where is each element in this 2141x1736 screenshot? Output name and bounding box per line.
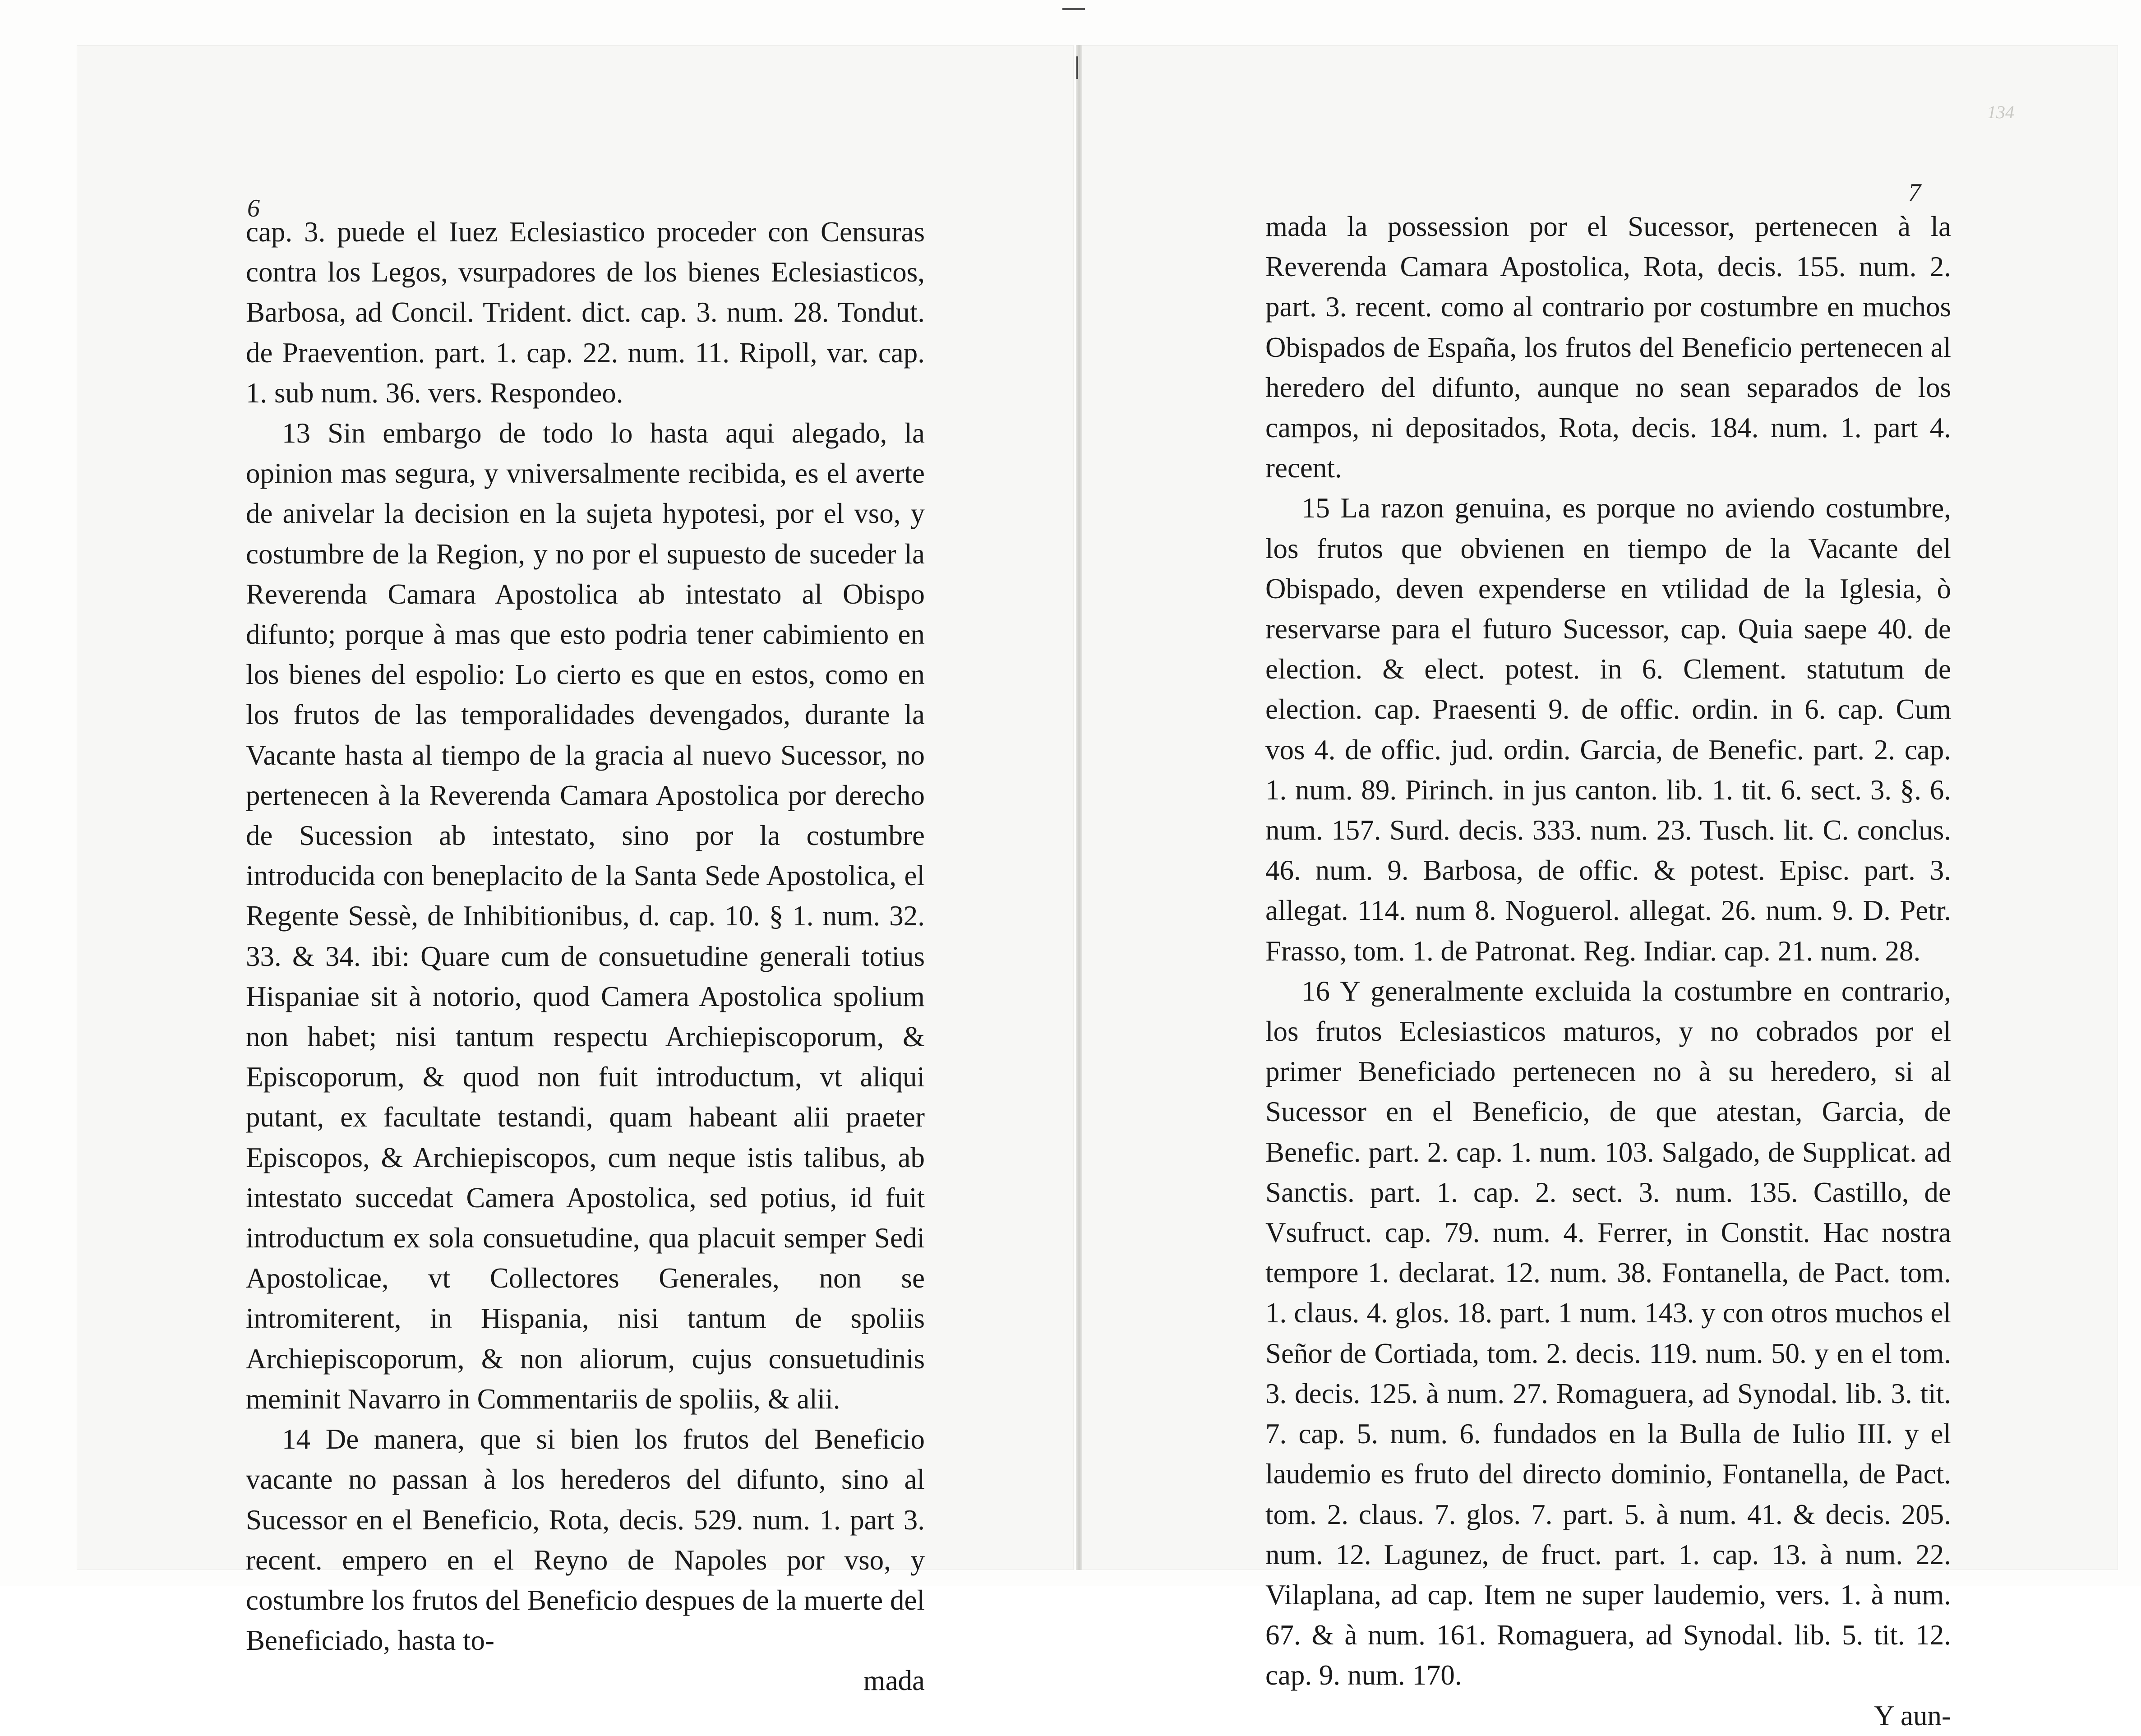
book-gutter [1076, 45, 1082, 1570]
scan-edge-mark [1062, 8, 1085, 10]
right-paragraph-16: 16 Y generalmente excluida la costumbre en contrario, los frutos Eclesiasticos maturos, y no cobrados por el primer Beneficiado pertenecen no à su heredero, si al Sucessor en el Beneficio, de que atestan, Garcia, de Benefic. part. 2. cap. 1. num. 103. Salgado, de Supplicat. ad Sanctis. part. 1. cap. 2. sect. 3. num. 135. Castillo, de Vsufruct. cap. 79. num. 4. Ferrer, in Constit. Hac nostra tempore 1. declarat. 12. num. 38. Fontanella, de Pact. tom. 1. claus. 4. glos. 18. part. 1 num. 143. y con otros muchos el Señor de Cortiada, tom. 2. decis. 119. num. 50. y en el tom. 3. decis. 125. à num. 27. Romaguera, ad Synodal. lib. 3. tit. 7. cap. 5. num. 6. fundados en la Bulla de Iulio III. y el laudemio es fruto del directo dominio, Fontanella, de Pact. tom. 2. claus. 7. glos. 7. part. 5. à num. 41. & decis. 205. num. 12. Lagunez, de fruct. part. 1. cap. 13. à num. 22. Vilaplana, ad cap. Item ne super laudemio, vers. 1. à num. 67. & à num. 161. Romaguera, ad Synodal. lib. 5. tit. 12. cap. 9. num. 170. [1265, 975, 1951, 1691]
right-page-text [1265, 207, 1951, 1736]
right-paragraph-15: 15 La razon genuina, es porque no aviendo costumbre, los frutos que obvienen en tiempo de la Vacante del Obispado, deven expenderse en vtilidad de la Iglesia, ò reservarse para el futuro Sucessor, cap. Quia saepe 40. de election. & elect. potest. in 6. Clement. statutum de election. cap. Praesenti 9. de offic. ordin. in 6. cap. Cum vos 4. de offic. jud. ordin. Garcia, de Benefic. part. 2. cap. 1. num. 89. Pirinch. in jus canton. lib. 1. tit. 6. sect. 3. §. 6. num. 157. Surd. decis. 333. num. 23. Tusch. lit. C. conclus. 46. num. 9. Barbosa, de offic. & potest. Episc. part. 3. allegat. 114. num 8. Noguerol. allegat. 26. num. 9. D. Petr. Frasso, tom. 1. de Patronat. Reg. Indiar. cap. 21. num. 28. [1265, 492, 1951, 967]
left-catchword: mada [863, 1665, 925, 1697]
left-paragraph-14: 14 De manera, que si bien los frutos del Beneficio vacante no passan à los herederos del difunto, sino al Sucessor en el Beneficio, Rota, decis. 529. num. 1. part 3. recent. empero en el Reyno de Napoles por vso, y costumbre los frutos del Beneficio despues de la muerte del Beneficiado, hasta to- [246, 1423, 925, 1657]
left-page-text [246, 212, 925, 1701]
gutter-mark [1076, 56, 1078, 79]
left-paragraph-13: 13 Sin embargo de todo lo hasta aqui alegado, la opinion mas segura, y vniversalmente recibida, es el averte de anivelar la decision en la sujeta hypotesi, por el vso, y costumbre de la Region, y no por el supuesto de suceder la Reverenda Camara Apostolica ab intestato al Obispo difunto; porque à mas que esto podria tener cabimiento en los bienes del espolio: Lo cierto es que en estos, como en los frutos de las temporalidades devengados, durante la Vacante hasta al tiempo de la gracia al nuevo Sucessor, no pertenecen à la Reverenda Camara Apostolica por derecho de Sucession ab intestato, sino por la costumbre introducida con beneplacito de la Santa Sede Apostolica, el Regente Sessè, de Inhibitionibus, d. cap. 10. § 1. num. 32. 33. & 34. ibi: Quare cum de consuetudine generali totius Hispaniae sit à notorio, quod Camera Apostolica spolium non habet; nisi tantum respectu Archiepiscoporum, & Episcoporum, & quod non fuit introductum, vt aliqui putant, ex facultate testandi, quam habeant alii praeter Episcopos, & Archiepiscopos, cum neque istis talibus, ab intestato succedat Camera Apostolica, sed potius, id fuit introductum ex sola consuetudine, qua placuit semper Sedi Apostolicae, vt Collectores Generales, non se intromiterent, in Hispania, nisi tantum de spoliis Archiepiscoporum, & non aliorum, cujus consuetudinis meminit Navarro in Commentariis de spoliis, & alii. [246, 417, 925, 1415]
right-catchword: Y aun- [1874, 1699, 1951, 1731]
left-paragraph-continuation: cap. 3. puede el Iuez Eclesiastico proceder con Censuras contra los Legos, vsurpadores de los bienes Eclesiasticos, Barbosa, ad Concil. Trident. dict. cap. 3. num. 28. Tondut. de Praevention. part. 1. cap. 22. num. 11. Ripoll, var. cap. 1. sub num. 36. vers. Respondeo. [246, 216, 925, 409]
right-page-number: 7 [1908, 179, 1921, 207]
right-paragraph-continuation: mada la possession por el Sucessor, pertenecen à la Reverenda Camara Apostolica, Rota, decis. 155. num. 2. part. 3. recent. como al contrario por costumbre en muchos Obispados de España, los frutos del Beneficio pertenecen al heredero del difunto, aunque no sean separados de los campos, ni depositados, Rota, decis. 184. num. 1. part 4. recent. [1265, 211, 1951, 484]
left-page-number: 6 [247, 194, 260, 222]
folio-annotation: 134 [1987, 102, 2014, 122]
